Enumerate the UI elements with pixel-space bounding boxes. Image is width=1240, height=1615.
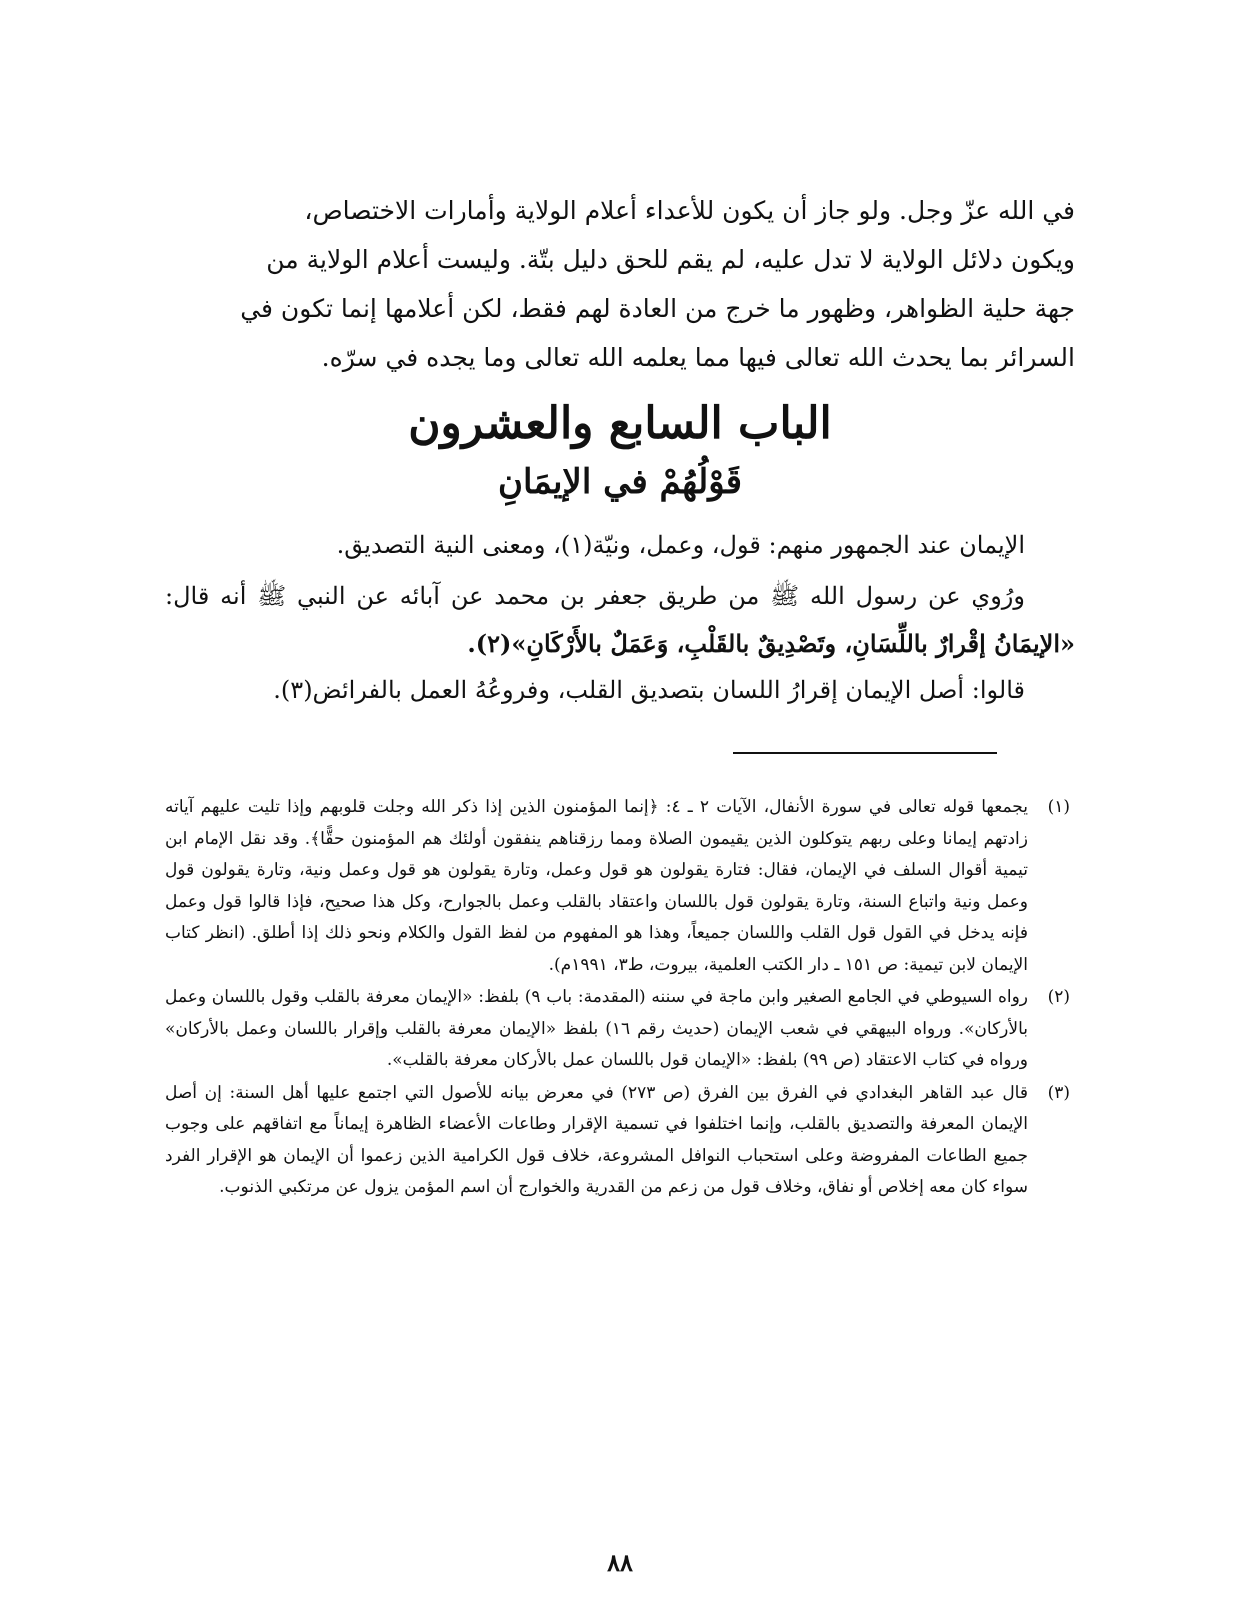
footnote-text: قال عبد القاهر البغدادي في الفرق بين الفرق (ص ٢٧٣) في معرض بيانه للأصول التي اجتمع عليها أهل السنة: إن أصل الإيمان المعرفة والتصديق بالقلب، وإنما اختلفوا في تسمية الإقرار وطاعات الأعضاء الظاهرة إيماناً مع اتفاقهم على وجوب جميع الطاعات المفروضة وعلى استحباب النوافل المشروعة، خلاف قول الكرامية الذين زعموا أن الإيمان هو الإقرار الفرد سواء كان معه إخلاص أو نفاق، وخلاف قول من زعم من القدرية والخوارج أن اسم المؤمن يزول عن مرتكبي الذنوب. [165, 1082, 1028, 1197]
footnote-number: (٢) [1047, 987, 1070, 1007]
chapter-title: الباب السابع والعشرون [408, 398, 832, 449]
footnote-3 [165, 1078, 1070, 1204]
footnote-text: رواه السيوطي في الجامع الصغير وابن ماجة في سننه (المقدمة: باب ٩) بلفظ: «الإيمان معرفة بالقلب وقول باللسان وعمل بالأركان». ورواه البيهقي في شعب الإيمان (حديث رقم ١٦) بلفظ «الإيمان معرفة بالقلب وإقرار باللسان وعمل بالأركان» ورواه في كتاب الاعتقاد (ص ٩٩) بلفظ: «الإيمان قول باللسان عمل بالأركان معرفة بالقلب». [165, 987, 1028, 1070]
page-number: ٨٨ [607, 1548, 633, 1577]
footnote-1 [165, 792, 1070, 981]
footnote-number: (١) [1047, 797, 1070, 817]
hadith-quote: «الإيمَانُ إقْرارٌ باللِّسَانِ، وتَصْدِيقٌ بالقَلْبِ، وَعَمَلٌ بالأَرْكَانِ»(٢). [467, 629, 1075, 658]
intro-line: السرائر بما يحدث الله تعالى فيها مما يعلمه الله تعالى وما يجده في سرّه. [321, 343, 1075, 372]
footnote-separator [733, 752, 997, 754]
body-paragraph-3-lead: قالوا: [971, 676, 1025, 704]
footnote-number: (٣) [1047, 1082, 1070, 1103]
body-paragraph-1 [165, 522, 1075, 569]
footnote-text: يجمعها قوله تعالى في سورة الأنفال، الآيات ٢ ـ ٤: ﴿إنما المؤمنون الذين إذا ذكر الله وجلت قلوبهم وإذا تليت عليهم آياته زادتهم إيمانا وعلى ربهم يتوكلون الذين يقيمون الصلاة ومما رزقناهم ينفقون أولئك هم المؤمنون حقًّا﴾. وقد نقل الإمام ابن تيمية أقوال السلف في الإيمان، فقال: فتارة يقولون هو قول وعمل، وتارة يقولون هو قول وعمل ونية، وتارة يقولون قول وعمل ونية واتباع السنة، وتارة يقولون قول باللسان واعتقاد بالقلب وعمل بالجوارح، وكل هذا صحيح، فإذا قالوا قول وعمل فإنه يدخل في القول قول القلب واللسان جميعاً، وهذا هو المفهوم من لفظ القول والكلام ونحو ذلك إذا أطلق. (انظر كتاب الإيمان لابن تيمية: ص ١٥١ ـ دار الكتب العلمية، بيروت، ط٣، ١٩٩١م). [165, 797, 1028, 975]
intro-line: ويكون دلائل الولاية لا تدل عليه، لم يقم للحق دليل بتّة. وليست أعلام الولاية من [266, 245, 1075, 274]
body-paragraph-3 [165, 667, 1075, 714]
intro-paragraph [165, 186, 1075, 382]
body-paragraph-1-text: الإيمان عند الجمهور منهم: قول، وعمل، ونيّة(١)، ومعنى النية التصديق. [336, 531, 1025, 559]
footnote-2 [165, 982, 1070, 1077]
footnotes [165, 792, 1070, 1205]
body-paragraph-2 [165, 573, 1075, 668]
body-paragraph-2-intro: ورُوي عن رسول الله ﷺ من طريق جعفر بن محمد عن آبائه عن النبي ﷺ أنه قال: [165, 582, 1025, 610]
body-paragraph-3-text: أصل الإيمان إقرارُ اللسان بتصديق القلب، وفروعُهُ العمل بالفرائض(٣). [273, 676, 965, 704]
chapter-subtitle: قَوْلُهُمْ في الإيمَانِ [497, 462, 743, 502]
intro-line: جهة حلية الظواهر، وظهور ما خرج من العادة لهم فقط، لكن أعلامها إنما تكون في [240, 294, 1075, 323]
intro-line: في الله عزّ وجل. ولو جاز أن يكون للأعداء أعلام الولاية وأمارات الاختصاص، [304, 196, 1075, 225]
